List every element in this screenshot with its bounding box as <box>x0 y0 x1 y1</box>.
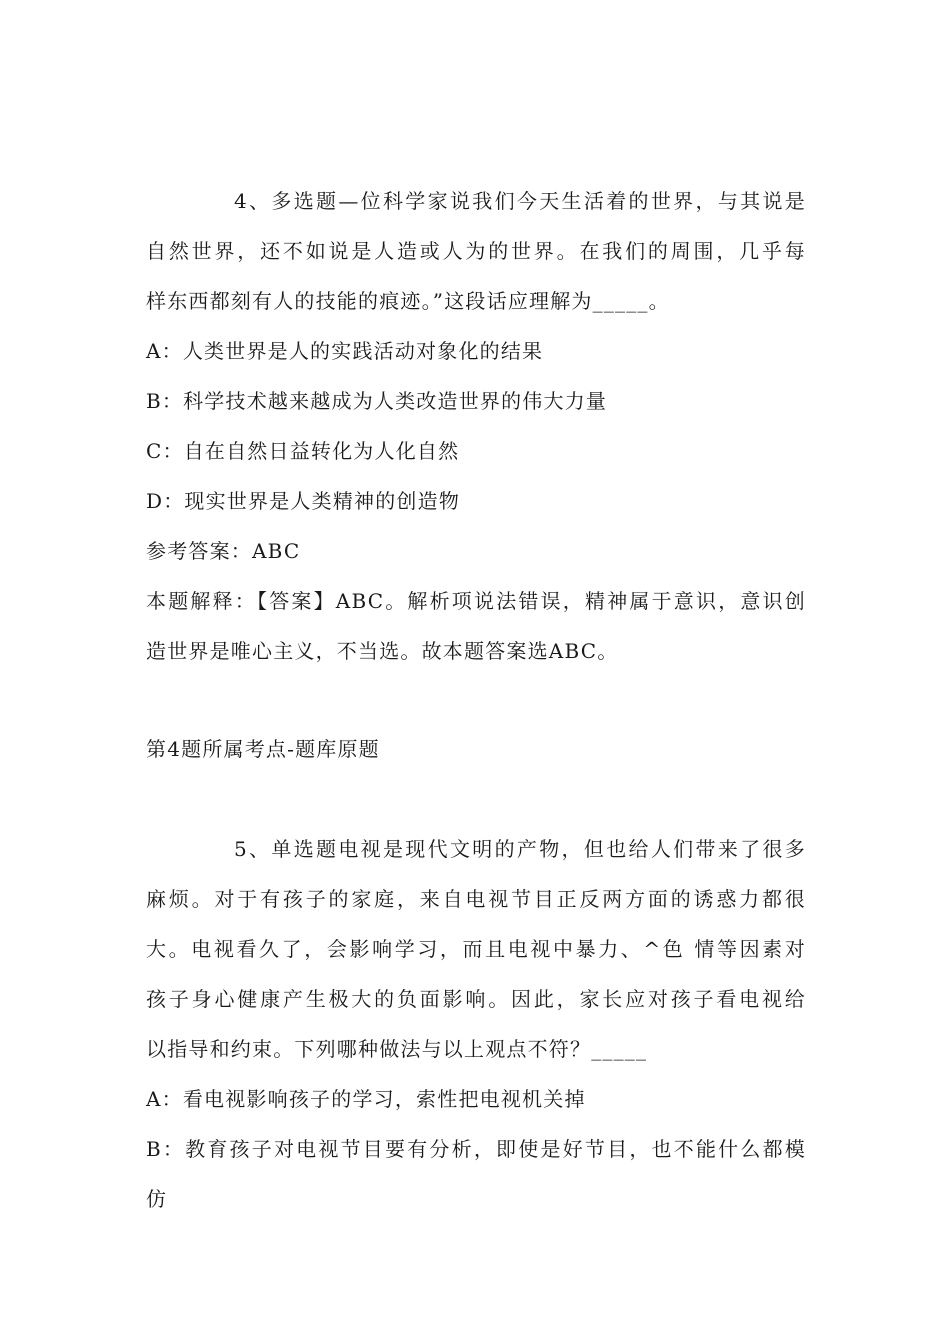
question-5-stem-line-2: 麻烦。对于有孩子的家庭，来自电视节目正反两方面的诱惑力都很 <box>146 887 806 911</box>
question-4-option-a: A：人类世界是人的实践活动对象化的结果 <box>146 339 544 363</box>
question-4-explanation-line-2: 造世界是唯心主义，不当选。故本题答案选ABC。 <box>146 639 619 663</box>
question-4-stem-line-2: 自然世界，还不如说是人造或人为的世界。在我们的周围，几乎每 <box>146 239 806 263</box>
question-4-answer: 参考答案：ABC <box>146 539 301 563</box>
question-5-option-b-line-2: 仿 <box>146 1187 168 1211</box>
question-4-stem-line-3: 样东西都刻有人的技能的痕迹。”这段话应理解为_____。 <box>146 289 670 313</box>
question-4-option-c: C：自在自然日益转化为人化自然 <box>146 439 460 463</box>
question-5-stem-line-1: 5、单选题电视是现代文明的产物，但也给人们带来了很多 <box>234 837 806 861</box>
question-4-option-b: B：科学技术越来越成为人类改造世界的伟大力量 <box>146 389 608 413</box>
question-5-option-b-line-1: B：教育孩子对电视节目要有分析，即使是好节目，也不能什么都模 <box>146 1137 806 1161</box>
question-4-explanation-line-1: 本题解释：【答案】ABC。解析项说法错误，精神属于意识，意识创 <box>146 589 806 613</box>
question-5-option-a: A：看电视影响孩子的学习，索性把电视机关掉 <box>146 1087 586 1111</box>
question-5-stem-line-4: 孩子身心健康产生极大的负面影响。因此，家长应对孩子看电视给 <box>146 987 806 1011</box>
question-5-stem-line-5: 以指导和约束。下列哪种做法与以上观点不符？_____ <box>146 1037 648 1061</box>
question-5-stem-line-3: 大。电视看久了，会影响学习，而且电视中暴力、^色 情等因素对 <box>146 937 806 961</box>
question-4-stem-line-1: 4、多选题—位科学家说我们今天生活着的世界，与其说是 <box>234 189 806 213</box>
question-4-option-d: D：现实世界是人类精神的创造物 <box>146 489 461 513</box>
question-4-topic: 第4题所属考点-题库原题 <box>146 737 380 761</box>
